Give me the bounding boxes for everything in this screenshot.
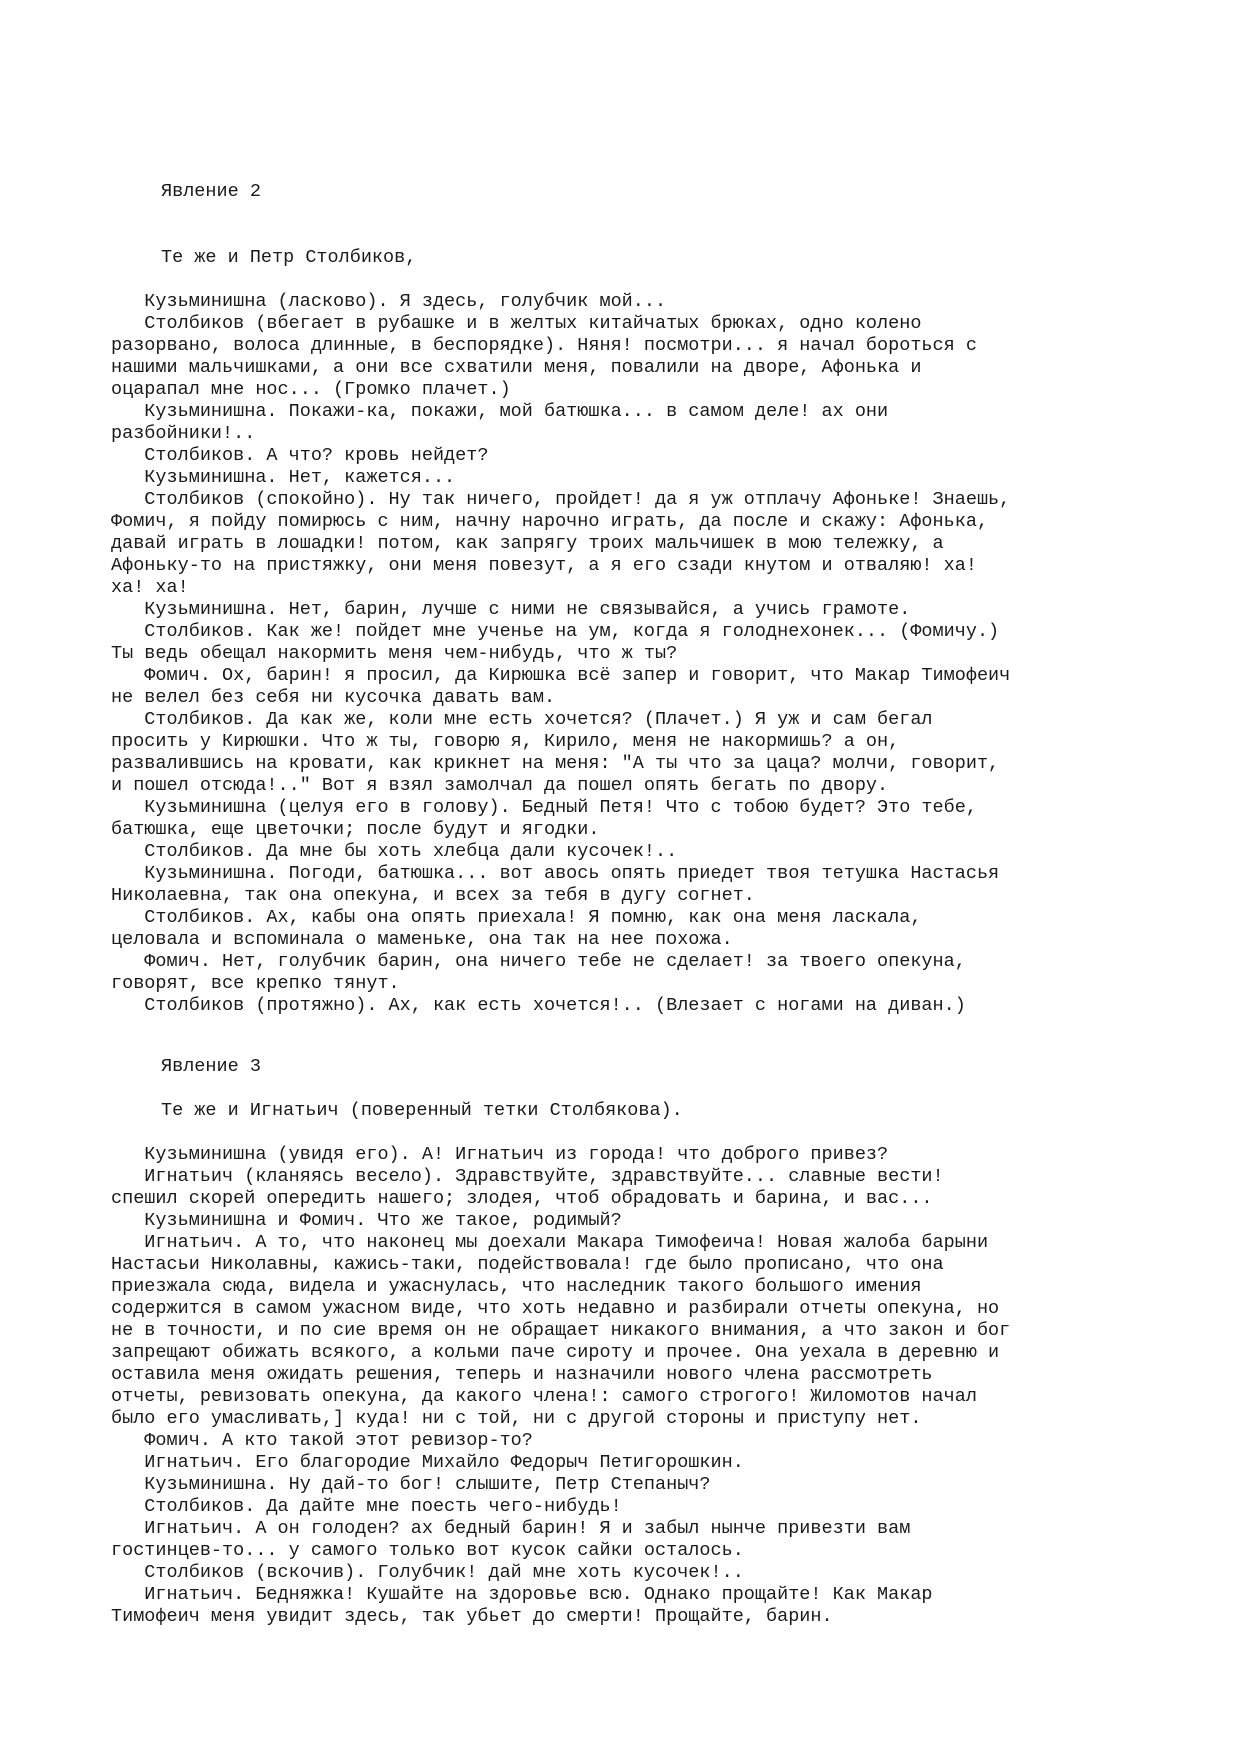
text-line: Столбиков. А что? кровь нейдет? (111, 445, 489, 466)
text-line: Кузьминишна. Нет, кажется... (111, 467, 456, 488)
text-line: Игнатьич. А то, что наконец мы доехали Макара Тимофеича! Новая жалоба барыни (111, 1232, 989, 1253)
text-line: Кузьминишна (целуя его в голову). Бедный Петя! Что с тобою будет? Это тебе, (111, 797, 977, 818)
text-line: и пошел отсюда!.." Вот я взял замолчал да пошел опять бегать по двору. (111, 775, 889, 796)
text-line: нашими мальчишками, а они все схватили меня, повалили на дворе, Афонька и (111, 357, 922, 378)
text-line: Игнатьич. А он голоден? ах бедный барин! Я и забыл нынче привезти вам (111, 1518, 911, 1539)
text-line: отчеты, ревизовать опекуна, да какого члена!: самого строгого! Жиломотов начал (111, 1386, 977, 1407)
text-line: Игнатьич. Бедняжка! Кушайте на здоровье всю. Однако прощайте! Как Макар (111, 1584, 933, 1605)
scene-3-stage-direction: Те же и Игнатьич (поверенный тетки Столбякова). (161, 1100, 683, 1121)
text-line: разорвано, волоса длинные, в беспорядке). Няня! посмотри... я начал бороться с (111, 335, 977, 356)
text-line: Николаевна, так она опекуна, и всех за тебя в дугу согнет. (111, 885, 755, 906)
text-line: Кузьминишна и Фомич. Что же такое, родимый? (111, 1210, 622, 1231)
text-line: Столбиков (вскочив). Голубчик! дай мне хоть кусочек!.. (111, 1562, 744, 1583)
text-line: развалившись на кровати, как крикнет на меня: "А ты что за цаца? молчи, говорит, (111, 753, 1000, 774)
text-line: Кузьминишна (увидя его). А! Игнатьич из города! что доброго привез? (111, 1144, 889, 1165)
text-line: Игнатьич (кланяясь весело). Здравствуйте, здравствуйте... славные вести! (111, 1166, 944, 1187)
text-line: целовала и вспоминала о маменьке, она так на нее похожа. (111, 929, 733, 950)
text-line: спешил скорей опередить нашего; злодея, чтоб обрадовать и барина, и вас... (111, 1188, 933, 1209)
text-line: оцарапал мне нос... (Громко плачет.) (111, 379, 511, 400)
text-line: Фомич. А кто такой этот ревизор-то? (111, 1430, 533, 1451)
text-line: Столбиков. Как же! пойдет мне ученье на ум, когда я голоднехонек... (Фомичу.) (111, 621, 1000, 642)
text-line: Столбиков. Да дайте мне поесть чего-нибудь! (111, 1496, 622, 1517)
text-line: Фомич. Ох, барин! я просил, да Кирюшка всё запер и говорит, что Макар Тимофеич (111, 665, 1011, 686)
text-line: Настасьи Николавны, кажись-таки, подействовала! где было прописано, что она (111, 1254, 944, 1275)
text-line: Кузьминишна. Покажи-ка, покажи, мой батюшка... в самом деле! ах они (111, 401, 889, 422)
text-line: Кузьминишна. Нет, барин, лучше с ними не связывайся, а учись грамоте. (111, 599, 911, 620)
scene-2-text (111, 291, 1151, 1017)
text-line: батюшка, еще цветочки; после будут и ягодки. (111, 819, 600, 840)
text-line: приезжала сюда, видела и ужаснулась, что наследник такого большого имения (111, 1276, 922, 1297)
text-line: запрещают обижать всякого, а кольми паче сироту и прочее. Она уехала в деревню и (111, 1342, 1000, 1363)
scene-3-title: Явление 3 (161, 1056, 261, 1077)
text-line: Кузьминишна. Погоди, батюшка... вот авось опять приедет твоя тетушка Настасья (111, 863, 1000, 884)
text-line: было его умасливать,] куда! ни с той, ни с другой стороны и приступу нет. (111, 1408, 922, 1429)
text-line: Игнатьич. Его благородие Михайло Федорыч Петигорошкин. (111, 1452, 744, 1473)
text-line: Фомич, я пойду помирюсь с ним, начну нарочно играть, да после и скажу: Афонька, (111, 511, 989, 532)
text-line: Афоньку-то на пристяжку, они меня повезут, а я его сзади кнутом и отваляю! ха! (111, 555, 977, 576)
scene-2-stage-direction: Те же и Петр Столбиков, (161, 247, 417, 268)
text-line: Кузьминишна (ласково). Я здесь, голубчик мой... (111, 291, 667, 312)
text-line: Столбиков. Да мне бы хоть хлебца дали кусочек!.. (111, 841, 678, 862)
text-line: оставила меня ожидать решения, теперь и назначили нового члена рассмотреть (111, 1364, 933, 1385)
text-line: ха! ха! (111, 577, 189, 598)
text-line: Столбиков (вбегает в рубашке и в желтых китайчатых брюках, одно колено (111, 313, 922, 334)
text-line: содержится в самом ужасном виде, что хоть недавно и разбирали отчеты опекуна, но (111, 1298, 1000, 1319)
text-line: Тимофеич меня увидит здесь, так убьет до смерти! Прощайте, барин. (111, 1606, 833, 1627)
text-line: гостинцев-то... у самого только вот кусок сайки осталось. (111, 1540, 744, 1561)
text-line: не в точности, и по сие время он не обращает никакого внимания, а что закон и бог (111, 1320, 1011, 1341)
text-line: разбойники!.. (111, 423, 256, 444)
text-line: Кузьминишна. Ну дай-то бог! слышите, Петр Степаныч? (111, 1474, 711, 1495)
text-line: Столбиков. Ах, кабы она опять приехала! Я помню, как она меня ласкала, (111, 907, 922, 928)
text-line: не велел без себя ни кусочка давать вам. (111, 687, 556, 708)
text-line: Ты ведь обещал накормить меня чем-нибудь, что ж ты? (111, 643, 678, 664)
text-line: Столбиков (спокойно). Ну так ничего, пройдет! да я уж отплачу Афоньке! Знаешь, (111, 489, 1011, 510)
text-line: просить у Кирюшки. Что ж ты, говорю я, Кирило, меня не накормишь? а он, (111, 731, 900, 752)
text-line: Столбиков (протяжно). Ах, как есть хочется!.. (Влезает с ногами на диван.) (111, 995, 966, 1016)
text-line: Столбиков. Да как же, коли мне есть хочется? (Плачет.) Я уж и сам бегал (111, 709, 933, 730)
scene-3-text (111, 1144, 1151, 1628)
text-line: Фомич. Нет, голубчик барин, она ничего тебе не сделает! за твоего опекуна, (111, 951, 966, 972)
scene-2-title: Явление 2 (161, 181, 261, 202)
text-line: давай играть в лошадки! потом, как запрягу троих мальчишек в мою тележку, а (111, 533, 944, 554)
text-line: говорят, все крепко тянут. (111, 973, 400, 994)
